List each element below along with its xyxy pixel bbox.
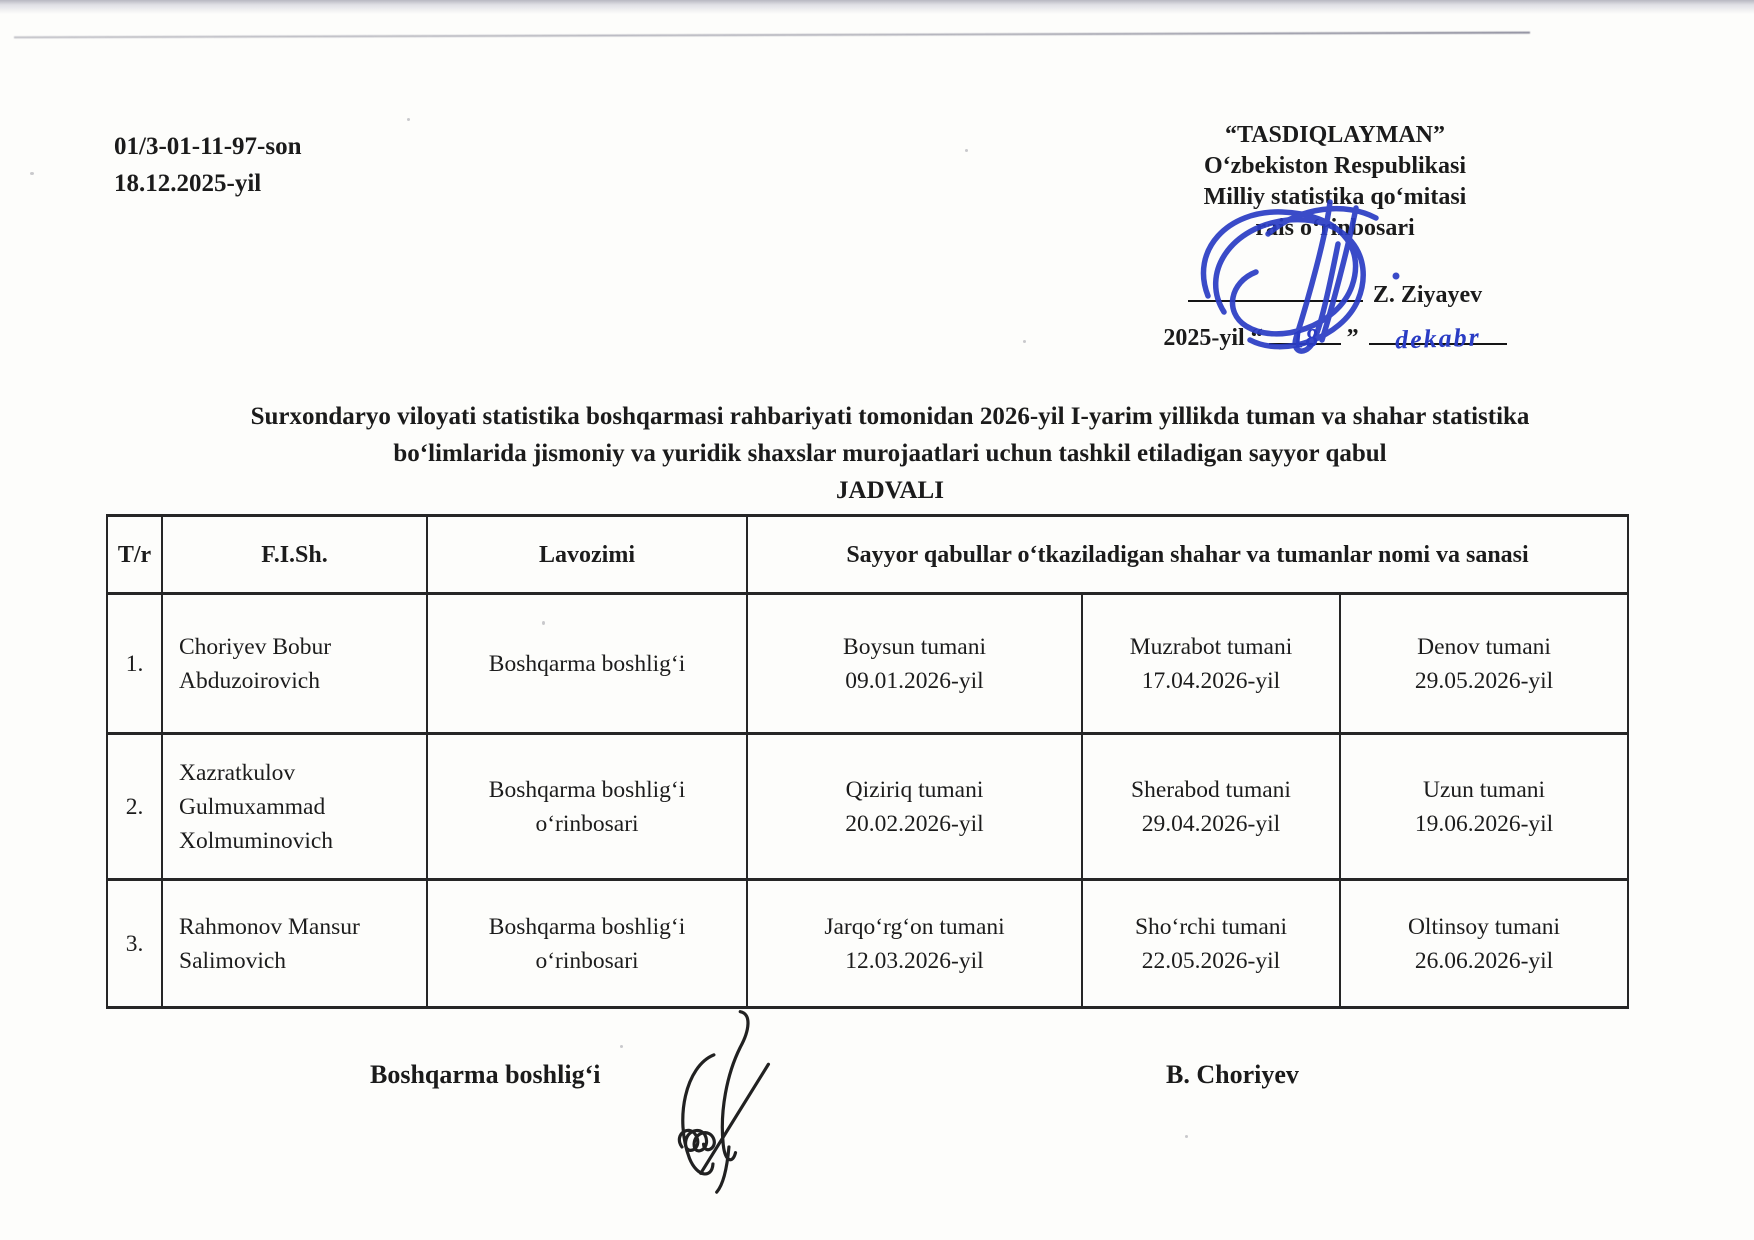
document-title bbox=[90, 398, 1690, 509]
person-name: Rahmonov Mansur Salimovich bbox=[162, 880, 427, 1008]
document-date: 18.12.2025-yil bbox=[114, 170, 262, 197]
scan-speck bbox=[620, 1045, 623, 1048]
approval-year-label: 2025-yil bbox=[1163, 325, 1245, 351]
approval-block bbox=[1100, 120, 1570, 354]
approval-org-line3: rais o‘rinbosari bbox=[1255, 215, 1415, 241]
visit-cell bbox=[1340, 880, 1628, 1008]
visit-cell bbox=[1082, 594, 1340, 734]
visit-date: 26.06.2026-yil bbox=[1414, 947, 1554, 974]
scan-speck bbox=[1185, 1135, 1188, 1138]
scan-speck bbox=[965, 149, 968, 152]
table-row bbox=[107, 594, 1628, 734]
approval-signature-line bbox=[1100, 278, 1570, 311]
visit-cell bbox=[1340, 734, 1628, 880]
person-position: Boshqarma boshlig‘i o‘rinbosari bbox=[427, 734, 747, 880]
visit-cell bbox=[747, 734, 1082, 880]
visit-place: Jarqo‘rg‘on tumani bbox=[824, 913, 1005, 940]
visit-date: 20.02.2026-yil bbox=[845, 810, 984, 837]
signature-underline bbox=[1188, 278, 1363, 302]
visit-date: 29.05.2026-yil bbox=[1414, 667, 1554, 694]
visit-place: Qiziriq tumani bbox=[845, 776, 984, 803]
approval-heading: “TASDIQLAYMAN” bbox=[1224, 122, 1446, 148]
visit-cell bbox=[1340, 594, 1628, 734]
visit-date: 09.01.2026-yil bbox=[845, 667, 984, 694]
visit-date: 17.04.2026-yil bbox=[1141, 667, 1281, 694]
approval-org-line2: Milliy statistika qo‘mitasi bbox=[1203, 184, 1467, 210]
footer-position-label: Boshqarma boshlig‘i bbox=[370, 1060, 601, 1089]
visit-date: 19.06.2026-yil bbox=[1414, 810, 1554, 837]
open-quote: “ bbox=[1250, 325, 1263, 351]
scan-speck bbox=[30, 172, 34, 175]
scan-artifact-line bbox=[14, 32, 1530, 39]
row-number: 3. bbox=[107, 880, 162, 1008]
visit-cell bbox=[1082, 880, 1340, 1008]
row-number: 1. bbox=[107, 594, 162, 734]
document-number: 01/3-01-11-97-son bbox=[114, 133, 302, 160]
document-id-block bbox=[114, 128, 302, 202]
scan-speck bbox=[407, 118, 410, 121]
person-name: Xazratkulov Gulmuxammad Xolmuminovich bbox=[162, 734, 427, 880]
visit-cell bbox=[747, 594, 1082, 734]
visit-place: Sherabod tumani bbox=[1131, 776, 1291, 803]
handwritten-month: dekabr bbox=[1394, 322, 1482, 355]
scanner-edge-band bbox=[0, 0, 1754, 14]
approval-org-line1: O‘zbekiston Respublikasi bbox=[1203, 153, 1467, 179]
visit-cell bbox=[1082, 734, 1340, 880]
visit-place: Uzun tumani bbox=[1422, 776, 1546, 803]
month-blank bbox=[1369, 321, 1507, 355]
header-sayyor: Sayyor qabullar o‘tkaziladigan shahar va tumanlar nomi va sanasi bbox=[747, 516, 1628, 594]
visit-date: 22.05.2026-yil bbox=[1141, 947, 1281, 974]
scan-speck bbox=[1023, 340, 1026, 343]
visit-date: 29.04.2026-yil bbox=[1141, 810, 1281, 837]
visit-cell bbox=[747, 880, 1082, 1008]
schedule-table bbox=[106, 514, 1629, 1009]
row-number: 2. bbox=[107, 734, 162, 880]
person-position: Boshqarma boshlig‘i o‘rinbosari bbox=[427, 880, 747, 1008]
person-name: Choriyev Bobur Abduzoirovich bbox=[162, 594, 427, 734]
header-lavozimi: Lavozimi bbox=[427, 516, 747, 594]
visit-place: Muzrabot tumani bbox=[1129, 633, 1293, 660]
table-row bbox=[107, 734, 1628, 880]
header-tr: T/r bbox=[107, 516, 162, 594]
footer-signature bbox=[628, 1006, 828, 1194]
approval-date-line bbox=[1100, 321, 1570, 354]
person-position: Boshqarma boshlig‘i bbox=[427, 594, 747, 734]
close-quote: ” bbox=[1346, 325, 1359, 351]
day-blank bbox=[1269, 321, 1341, 355]
visit-place: Oltinsoy tumani bbox=[1407, 913, 1561, 940]
title-line3: JADVALI bbox=[836, 477, 944, 504]
visit-place: Sho‘rchi tumani bbox=[1134, 913, 1288, 940]
table-header-row bbox=[107, 516, 1628, 594]
approval-signer-name: Z. Ziyayev bbox=[1372, 282, 1483, 308]
handwritten-day: 18 bbox=[1289, 322, 1321, 355]
visit-place: Denov tumani bbox=[1417, 633, 1551, 660]
visit-date: 12.03.2026-yil bbox=[845, 947, 984, 974]
header-fish: F.I.Sh. bbox=[162, 516, 427, 594]
footer-signer-name: B. Choriyev bbox=[1166, 1060, 1299, 1089]
table-row bbox=[107, 880, 1628, 1008]
title-line1: Surxondaryo viloyati statistika boshqarmasi rahbariyati tomonidan 2026-yil I-yarim yillikda tuman va shahar statistika bbox=[250, 403, 1530, 430]
visit-place: Boysun tumani bbox=[843, 633, 986, 660]
title-line2: bo‘limlarida jismoniy va yuridik shaxslar murojaatlari uchun tashkil etiladigan sayyor qabul bbox=[393, 440, 1387, 467]
